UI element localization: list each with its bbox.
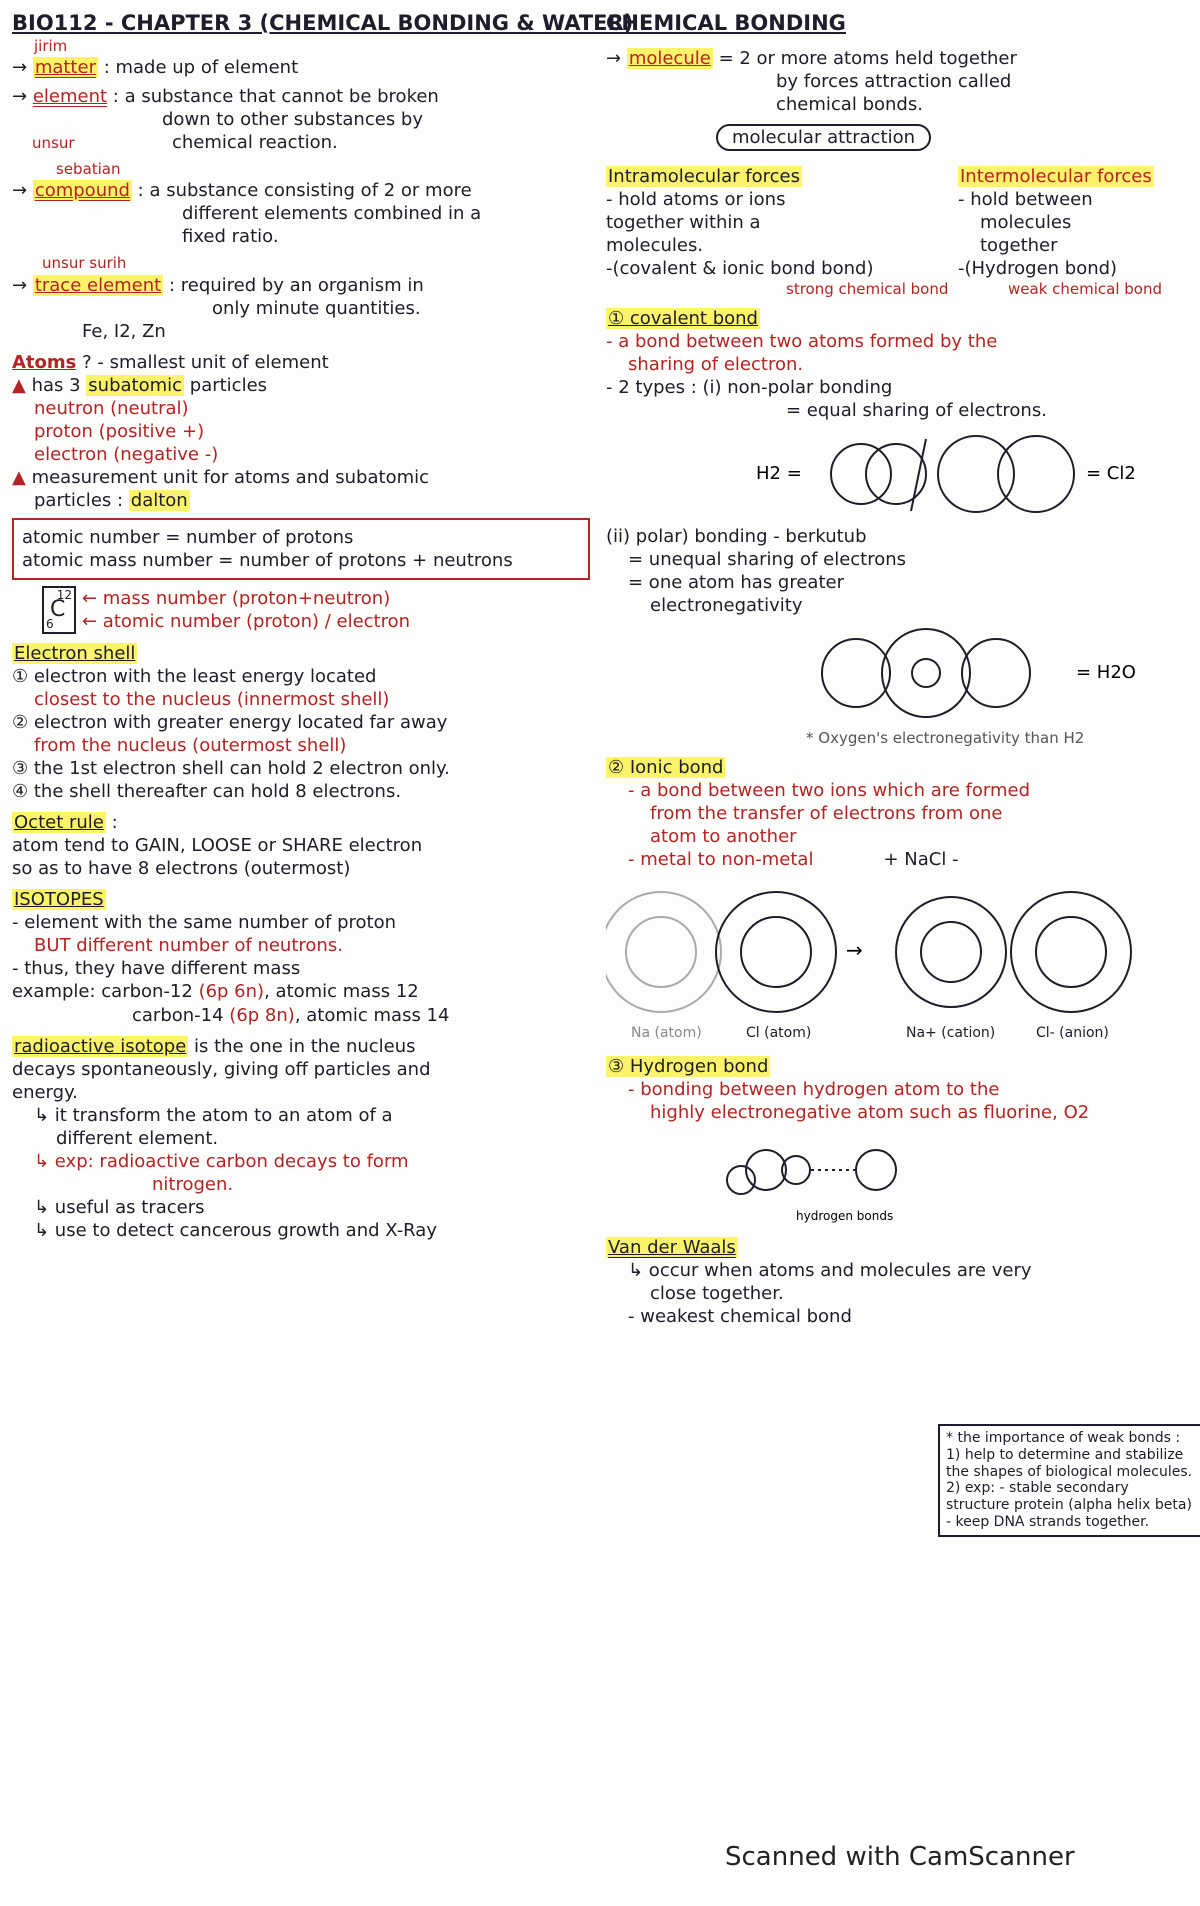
arrow: → xyxy=(846,937,863,962)
molecule-def3: chemical bonds. xyxy=(776,93,923,115)
importance-1: 1) help to determine and stabilize the shapes of biological molecules. xyxy=(946,1446,1193,1480)
isotope-ex2-red: (6p 8n) xyxy=(229,1004,295,1026)
isotope-ex2-post: , atomic mass 14 xyxy=(294,1004,450,1026)
hydrogen-bond-diagram xyxy=(606,1130,926,1230)
atomic-number-def: atomic number = number of protons xyxy=(22,526,354,548)
isotopes-2: BUT different number of neutrons. xyxy=(34,935,343,957)
matter-term: matter xyxy=(34,57,96,79)
radio-b1b: different element. xyxy=(56,1127,219,1149)
ionic-heading: ② Ionic bond xyxy=(608,756,724,778)
na-atom-label: Na (atom) xyxy=(631,1024,702,1041)
atoms-heading: Atoms xyxy=(12,351,77,373)
shell-2a: ② electron with greater energy located far away xyxy=(12,712,448,734)
inter-4: -(Hydrogen bond) xyxy=(958,258,1118,280)
element-term: element xyxy=(32,86,108,108)
h2-label: H2 = xyxy=(756,462,802,484)
ionic-3: atom to another xyxy=(650,825,797,847)
atomic-number-label: ← atomic number (proton) / electron xyxy=(82,611,411,633)
h-atom-right xyxy=(962,639,1030,707)
element-note: unsur xyxy=(32,134,75,153)
shell-1b: closest to the nucleus (innermost shell) xyxy=(34,689,390,711)
intra-1: - hold atoms or ions xyxy=(606,189,786,211)
atomic-mass-def: atomic mass number = number of protons + neutrons xyxy=(22,550,513,571)
strong-bond-note: strong chemical bond xyxy=(786,280,949,299)
cl-atom-label: Cl (atom) xyxy=(746,1024,812,1041)
shell-3: ③ the 1st electron shell can hold 2 electron only. xyxy=(12,758,450,780)
nacl-label: + NaCl - xyxy=(883,848,959,870)
chapter-title: BIO112 - CHAPTER 3 (CHEMICAL BONDING & WATER) xyxy=(12,11,634,35)
atoms-def: ? - smallest unit of element xyxy=(82,351,329,373)
importance-3: - keep DNA strands together. xyxy=(946,1513,1150,1530)
hydrogen-2: highly electronegative atom such as fluorine, O2 xyxy=(650,1102,1090,1124)
vdw-2: close together. xyxy=(650,1283,784,1305)
electron: electron (negative -) xyxy=(34,443,219,465)
carbon-notation xyxy=(42,586,76,634)
element-def3: chemical reaction. xyxy=(172,132,338,154)
importance-title: * the importance of weak bonds : xyxy=(946,1430,1181,1446)
atomic-number-box xyxy=(12,518,590,580)
molecule-def2: by forces attraction called xyxy=(776,70,1012,92)
nacl-diagram xyxy=(606,877,1186,1047)
radio-b1a: ↳ it transform the atom to an atom of a xyxy=(34,1104,393,1126)
atoms-has-hl: subatomic xyxy=(88,374,183,396)
h2o-diagram xyxy=(606,623,1186,723)
cl-inner xyxy=(741,917,811,987)
cl-anion-label: Cl- (anion) xyxy=(1036,1024,1109,1041)
trace-def2: only minute quantities. xyxy=(212,297,421,319)
h-atom-a xyxy=(727,1166,755,1194)
cl2-label: = Cl2 xyxy=(1086,462,1136,484)
cl-anion-inner xyxy=(1036,917,1106,987)
o-nucleus xyxy=(912,659,940,687)
radio-heading: radioactive isotope xyxy=(14,1035,187,1057)
molecule-def1: = 2 or more atoms held together xyxy=(718,47,1017,69)
na-cation-label: Na+ (cation) xyxy=(906,1024,996,1041)
covalent-heading: ① covalent bond xyxy=(608,308,758,330)
cl-atom xyxy=(716,892,836,1012)
measure-2-pre: particles : xyxy=(34,489,129,511)
radio-b2b: nitrogen. xyxy=(152,1173,234,1195)
trace-example: Fe, I2, Zn xyxy=(82,320,166,342)
oxygen-note: * Oxygen's electronegativity than H2 xyxy=(806,728,1085,747)
inter-2: molecules xyxy=(980,212,1072,234)
shell-4: ④ the shell thereafter can hold 8 electrons. xyxy=(12,781,402,803)
isotope-ex1-pre: example: carbon-12 xyxy=(12,981,199,1003)
molecular-attraction-oval: molecular attraction xyxy=(716,124,931,151)
element-def1: : a substance that cannot be broken xyxy=(112,86,439,108)
na-cation xyxy=(896,897,1006,1007)
n-atom xyxy=(856,1150,896,1190)
covalent-1: - a bond between two atoms formed by the xyxy=(606,331,998,353)
inter-heading: Intermolecular forces xyxy=(960,166,1152,187)
camscanner-footer: Scanned with CamScanner xyxy=(725,1842,1075,1872)
h-atom-1 xyxy=(831,444,891,504)
covalent-4: = equal sharing of electrons. xyxy=(786,400,1047,422)
vdw-3: - weakest chemical bond xyxy=(628,1306,852,1328)
importance-2: 2) exp: - stable secondary structure protein (alpha helix beta) xyxy=(946,1480,1192,1514)
neutron: neutron (neutral) xyxy=(34,397,189,419)
shell-1a: ① electron with the least energy located xyxy=(12,666,377,688)
h2o-label: = H2O xyxy=(1076,661,1136,683)
compound-note: sebatian xyxy=(56,160,121,179)
isotopes-heading: ISOTOPES xyxy=(14,889,104,911)
radio-b4: ↳ use to detect cancerous growth and X-Ray xyxy=(34,1219,437,1241)
vdw-1: ↳ occur when atoms and molecules are very xyxy=(628,1260,1032,1282)
inter-3: together xyxy=(980,235,1058,257)
h-atom-2 xyxy=(866,444,926,504)
weak-bonds-importance-box xyxy=(938,1424,1200,1537)
left-column: BIO112 - CHAPTER 3 (CHEMICAL BONDING & WATER) jirim → matter : made up of element → element : a substance that cannot be broken down to other substances by unsur chemical reaction. sebatian → compound : a substance consisting of 2 or more different elements combined in a fixed ratio. unsur surih → trace element : required by an organism in only minute quantities. Fe, I2, Zn Atoms ? - smallest unit of element ▲ has 3 subatomic particles neutron (neutral) proton (positive +) electron (negative -) ▲ measurement unit for atoms and subatomic particles : dalton atomic number = number of protons atomic mass number = number of protons + neutrons 12 C 6 ← mass number (proton+neutron) ← atomic number (proton) / electron Electron shell ① electron with the least energy located closest to the nucleus (innermost shell) ② electron with greater energy located far away from the nucleus (outermost shell) ③ the 1st electron shell can hold 2 electron only. ④ the shell thereafter can hold 8 electrons. Octet rule : atom tend to GAIN, LOOSE or SHARE electron so as to have 8 electrons (outermost) ISOTOPES - element with the same number of proton BUT different number of neutrons. - thus, they have different mass example: carbon-12 (6p 6n), atomic mass 12 carbon-14 (6p 8n), atomic mass 14 radioactive isotope is the one in the nucleus decays spontaneously, giving off particles and energy. ↳ it transform the atom to an atom of a different element. ↳ exp: radioactive carbon decays to form nitrogen. ↳ useful as tracers ↳ use to detect cancerous growth and X-Ray xyxy=(12,11,634,1241)
trace-note: unsur surih xyxy=(42,254,127,273)
radio-3: energy. xyxy=(12,1081,78,1103)
ionic-1: - a bond between two ions which are formed xyxy=(628,779,1031,801)
electron-shell-heading: Electron shell xyxy=(14,643,136,665)
molecule-term: molecule xyxy=(628,47,711,69)
ionic-4: - metal to non-metal xyxy=(628,848,814,870)
isotope-ex1-red: (6p 6n) xyxy=(198,981,265,1003)
na-cation-inner xyxy=(921,922,981,982)
mass-number: 12 xyxy=(56,588,72,603)
h2-cl2-diagram xyxy=(606,429,1186,519)
right-title: CHEMICAL BONDING xyxy=(606,11,846,35)
cl-atom-2 xyxy=(998,436,1074,512)
dalton: dalton xyxy=(130,489,188,511)
intra-3: molecules. xyxy=(606,235,704,257)
compound-def2: different elements combined in a xyxy=(182,203,482,225)
hydrogen-bonds-label: hydrogen bonds xyxy=(796,1209,894,1224)
intra-heading: Intramolecular forces xyxy=(608,166,800,187)
weak-bond-note: weak chemical bond xyxy=(1008,280,1163,299)
polar-2: = unequal sharing of electrons xyxy=(628,548,907,570)
o-atom xyxy=(882,629,970,717)
matter-note: jirim xyxy=(34,36,68,55)
radio-1: is the one in the nucleus xyxy=(188,1035,416,1057)
isotope-ex1-post: , atomic mass 12 xyxy=(264,981,419,1003)
shell-2b: from the nucleus (outermost shell) xyxy=(34,735,347,757)
compound-def1: : a substance consisting of 2 or more xyxy=(137,180,472,202)
trace-term: trace element xyxy=(34,274,162,296)
isotopes-1: - element with the same number of proton xyxy=(12,912,397,934)
cl-atom-1 xyxy=(938,436,1014,512)
trace-def1: : required by an organism in xyxy=(168,274,424,296)
octet-2: so as to have 8 electrons (outermost) xyxy=(12,858,351,880)
cl-anion xyxy=(1011,892,1131,1012)
compound-term: compound xyxy=(34,180,130,202)
intra-2: together within a xyxy=(606,212,761,234)
na-inner xyxy=(626,917,696,987)
atomic-number: 6 xyxy=(46,616,54,631)
inter-1: - hold between xyxy=(958,189,1093,211)
hydrogen-1: - bonding between hydrogen atom to the xyxy=(628,1079,1000,1100)
covalent-3: - 2 types : (i) non-polar bonding xyxy=(606,377,893,399)
radio-b2a: ↳ exp: radioactive carbon decays to form xyxy=(34,1150,409,1172)
mass-number-label: ← mass number (proton+neutron) xyxy=(82,588,391,609)
polar-1: (ii) polar) bonding - berkutub xyxy=(606,525,867,547)
isotope-ex2-pre: carbon-14 xyxy=(132,1004,230,1026)
atoms-has-post: particles xyxy=(184,374,268,396)
covalent-2: sharing of electron. xyxy=(628,354,804,376)
na-atom xyxy=(606,892,721,1012)
vdw-heading: Van der Waals xyxy=(608,1237,736,1259)
intra-4: -(covalent & ionic bond bond) xyxy=(606,258,874,280)
element-def2: down to other substances by xyxy=(162,109,423,131)
h-atom-left xyxy=(822,639,890,707)
ionic-2: from the transfer of electrons from one xyxy=(650,802,1003,824)
polar-3: = one atom has greater xyxy=(628,571,844,593)
compound-def3: fixed ratio. xyxy=(182,226,279,248)
atoms-has-pre: has 3 xyxy=(31,374,87,396)
proton: proton (positive +) xyxy=(34,420,205,442)
polar-4: electronegativity xyxy=(650,594,803,616)
element-symbol: C xyxy=(50,597,66,623)
radio-2: decays spontaneously, giving off particles and xyxy=(12,1058,431,1080)
octet-heading: Octet rule xyxy=(14,812,104,834)
matter-def: : made up of element xyxy=(103,57,299,79)
measure-1: measurement unit for atoms and subatomic xyxy=(31,466,430,488)
radio-b3: ↳ useful as tracers xyxy=(34,1196,205,1218)
isotopes-3: - thus, they have different mass xyxy=(12,958,301,980)
octet-1: atom tend to GAIN, LOOSE or SHARE electron xyxy=(12,835,423,857)
hydrogen-heading: ③ Hydrogen bond xyxy=(608,1055,769,1077)
right-column: CHEMICAL BONDING → molecule = 2 or more atoms held together by forces attraction called chemical bonds. molecular attraction Intramolecular forces - hold atoms or ions together within a molecules. -(covalent & ionic bond bond) strong chemical bond Intermolecular forces - hold between molecules together -(Hydrogen bond) weak chemical bond ① covalent bond - a bond between two atoms formed by the sharing of electron. - 2 types : (i) non-polar bonding = equal sharing of electrons. H2 = = Cl2 (ii) polar) bonding - berkutub = unequal sharing of electrons = one atom has greater electronegativity = H2O * Oxygen's electronegativity than H2 ② Ionic bond - a bond between two ions which are formed from the transfer of electrons from one atom to another - metal to non-metal + NaCl - → Na (atom) Cl (atom) Na+ (cation) Cl- (anion) ③ Hydrogen bond - bonding between hydrogen atom to the highly electronegative atom such as fluorine, O2 hydrogen bonds Van der Waals ↳ occur when atoms and molecules are very close together. - weakest chemical bond xyxy=(606,10,1188,1328)
